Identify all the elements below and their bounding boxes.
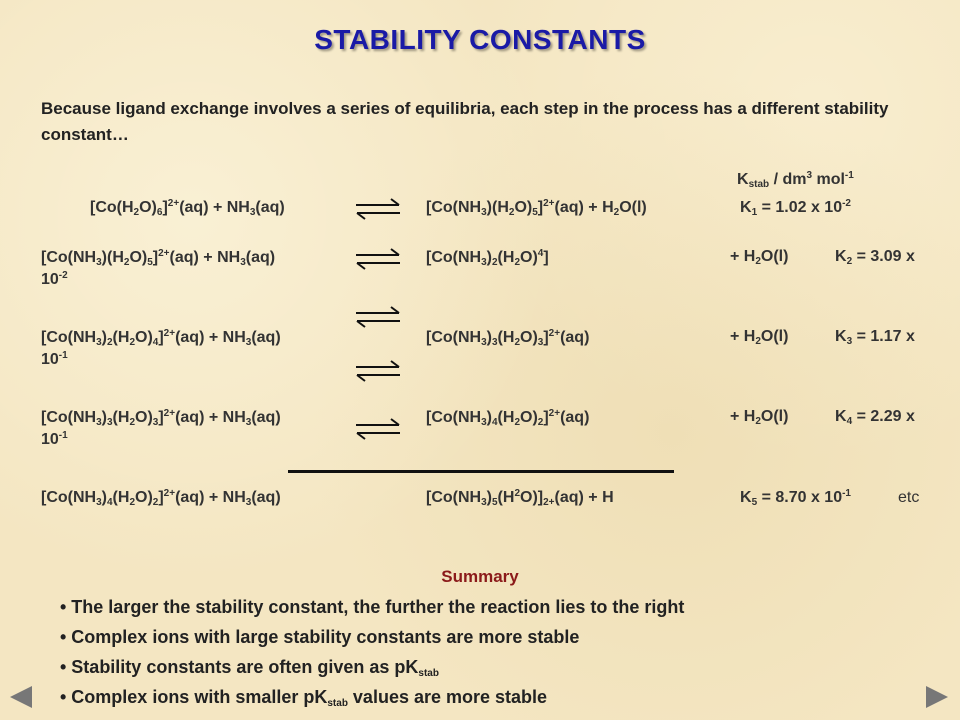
reaction-5-constant: $K_5 = 8.70$ x $10^{-1}$	[740, 488, 851, 508]
summary-heading: Summary	[441, 567, 519, 586]
equilibrium-arrow-icon	[355, 198, 401, 220]
summary-bullet-4: • Complex ions with smaller $pK_{stab}$ values are more stable	[60, 687, 548, 709]
triangle-left-icon[interactable]	[8, 684, 34, 710]
intro-text: Because ligand exchange involves a series of equilibria, each step in the process has a different stability constant…	[41, 99, 889, 144]
equilibrium-arrow-icon	[355, 248, 401, 270]
reaction-2-constant-wrap: $10^{-2}$	[41, 270, 68, 288]
separator-line	[288, 470, 674, 473]
equilibrium-arrow-icon	[355, 306, 401, 328]
kstab-header: $K_{stab} / dm^3$ mol$^{-1}$	[737, 170, 854, 190]
reaction-5-etc: etc	[898, 489, 920, 506]
summary-bullet-2: • Complex ions with large stability constants are more stable	[60, 627, 580, 647]
reaction-1-constant: $K_1 = 1.02$ x $10^{-2}$	[740, 198, 851, 218]
reaction-2-reactants: $[Co(NH_3)(H_2O)_5]^{2+}(aq) + NH_3(aq)$	[41, 248, 276, 268]
summary-bullet-3: • Stability constants are often given as $pK_{stab}$	[60, 657, 439, 679]
reaction-3-reactants: $[Co(NH_3)_2(H_2O)_4]^{2+}(aq) + NH_3(aq)$	[41, 328, 281, 348]
slide-title: STABILITY CONSTANTS	[314, 24, 646, 55]
reaction-1-reactants: $[Co(H_2O)_6]^{2+}(aq) + NH_3(aq)$	[90, 198, 285, 218]
reaction-3-products: $[Co(NH_3)_3(H_2O)_3]^{2+}(aq)$	[426, 328, 590, 348]
reaction-4-water: + $H_2O(l)$	[730, 408, 789, 427]
reaction-1-products: $[Co(NH_3)(H_2O)_5]^{2+}(aq) + H_2O(l)$	[426, 198, 647, 218]
reaction-4-constant-wrap: $10^{-1}$	[41, 430, 68, 448]
reaction-4-constant: $K_4 = 2.29$ x	[835, 408, 915, 427]
reaction-2-products: $[Co(NH_3)_2(H_2O)^4]$	[426, 248, 549, 268]
summary-bullet-1: • The larger the stability constant, the further the reaction lies to the right	[60, 597, 685, 617]
triangle-right-icon[interactable]	[924, 684, 950, 710]
reaction-5-products: $[Co(NH_3)_5(H^2O)]_{2+}(aq) + H$	[426, 488, 614, 508]
equilibrium-arrow-icon	[355, 360, 401, 382]
reaction-5-reactants: $[Co(NH_3)_4(H_2O)_2]^{2+}(aq) + NH_3(aq)$	[41, 488, 281, 508]
reaction-2-constant: $K_2 = 3.09$ x	[835, 248, 915, 267]
reaction-2-water: + $H_2O(l)$	[730, 248, 789, 267]
reaction-3-constant-wrap: $10^{-1}$	[41, 350, 68, 368]
equilibrium-arrow-icon	[355, 418, 401, 440]
reaction-4-reactants: $[Co(NH_3)_3(H_2O)_3]^{2+}(aq) + NH_3(aq)$	[41, 408, 281, 428]
reaction-4-products: $[Co(NH_3)_4(H_2O)_2]^{2+}(aq)$	[426, 408, 590, 428]
reaction-3-constant: $K_3 = 1.17$ x	[835, 328, 915, 347]
reaction-3-water: + $H_2O(l)$	[730, 328, 789, 347]
